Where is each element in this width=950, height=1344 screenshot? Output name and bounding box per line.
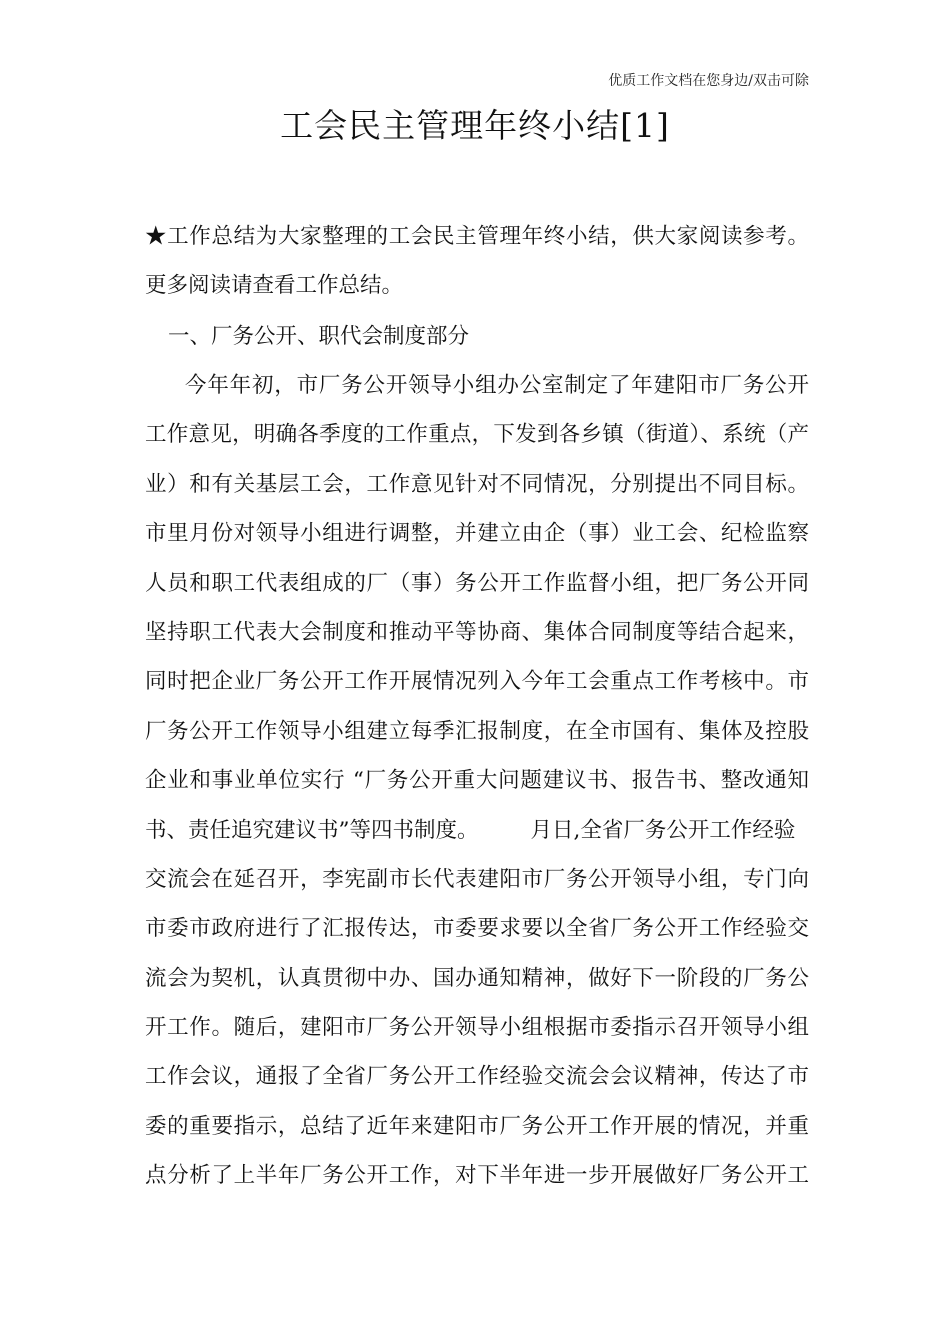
paragraph-line: 市里月份对领导小组进行调整，并建立由企（事）业工会、纪检监察 (145, 521, 809, 547)
paragraph-line-tail: 月日,全省厂务公开工作经验 (530, 817, 796, 843)
paragraph-line: 工作会议，通报了全省厂务公开工作经验交流会会议精神，传达了市 (145, 1064, 809, 1090)
paragraph-line: 流会为契机，认真贯彻中办、国办通知精神，做好下一阶段的厂务公 (145, 965, 809, 991)
body-paragraph (145, 361, 809, 1201)
paragraph-line: 业）和有关基层工会，工作意见针对不同情况，分别提出不同目标。 (145, 471, 809, 497)
paragraph-line: 市委市政府进行了汇报传达，市委要求要以全省厂务公开工作经验交 (145, 916, 809, 942)
paragraph-line-head: 书、责任追究建议书”等四书制度。 (145, 817, 479, 843)
intro-line: 更多阅读请查看工作总结。 (145, 273, 404, 299)
paragraph-line: 同时把企业厂务公开工作开展情况列入今年工会重点工作考核中。市 (145, 669, 809, 695)
paragraph-line: 委的重要指示，总结了近年来建阳市厂务公开工作开展的情况，并重 (145, 1113, 809, 1139)
intro-line: ★工作总结为大家整理的工会民主管理年终小结，供大家阅读参考。 (145, 224, 809, 249)
paragraph-line: 人员和职工代表组成的厂（事）务公开工作监督小组，把厂务公开同 (145, 570, 809, 596)
paragraph-line: 厂务公开工作领导小组建立每季汇报制度，在全市国有、集体及控股 (145, 718, 809, 744)
header-note: 优质工作文档在您身边/双击可除 (608, 73, 809, 89)
document-title: 工会民主管理年终小结[1] (280, 106, 670, 145)
section-heading: 一、厂务公开、职代会制度部分 (168, 324, 470, 349)
paragraph-line (145, 806, 809, 855)
paragraph-line: 交流会在延召开，李宪副市长代表建阳市厂务公开领导小组，专门向 (145, 866, 809, 892)
paragraph-line: 今年年初，市厂务公开领导小组办公室制定了年建阳市厂务公开 (185, 373, 809, 398)
paragraph-line: 企业和事业单位实行 “厂务公开重大问题建议书、报告书、整改通知 (145, 768, 809, 794)
intro-paragraph (145, 212, 809, 311)
paragraph-line: 开工作。随后，建阳市厂务公开领导小组根据市委指示召开领导小组 (145, 1015, 809, 1041)
paragraph-line: 点分析了上半年厂务公开工作，对下半年进一步开展做好厂务公开工 (145, 1163, 809, 1189)
paragraph-line: 坚持职工代表大会制度和推动平等协商、集体合同制度等结合起来， (145, 619, 809, 645)
paragraph-line: 工作意见，明确各季度的工作重点，下发到各乡镇（街道）、系统（产 (145, 422, 809, 448)
